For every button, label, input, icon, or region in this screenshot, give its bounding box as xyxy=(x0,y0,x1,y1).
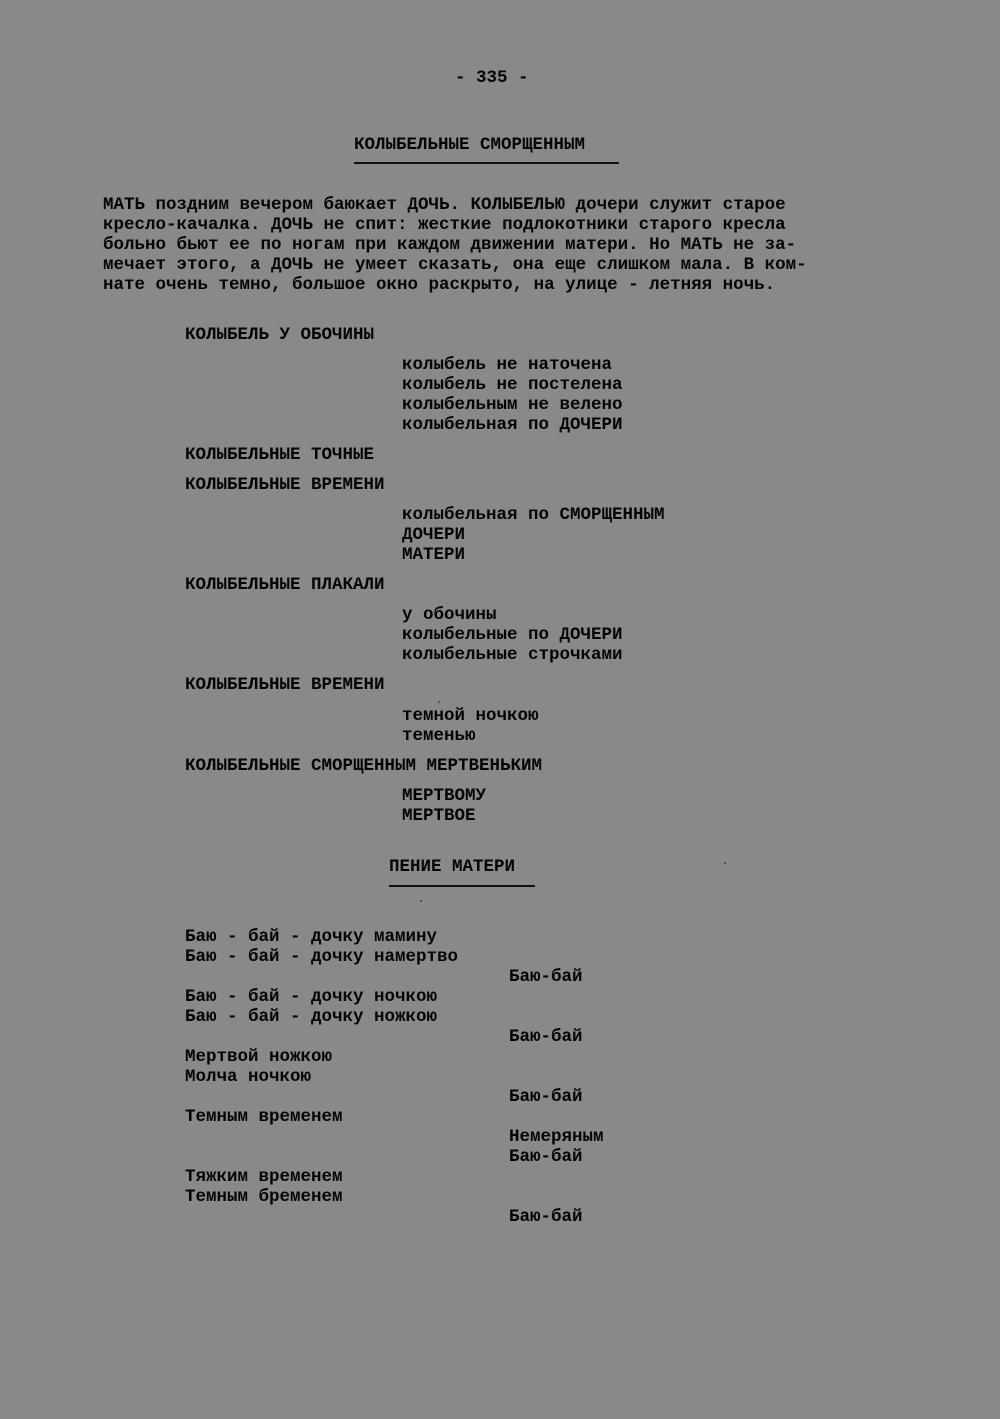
scan-speck xyxy=(438,701,440,703)
song-line: Баю - бай - дочку мамину xyxy=(185,927,438,947)
poem-line: темной ночкою xyxy=(402,706,539,726)
song-line: Темным временем xyxy=(185,1107,343,1127)
page-number: - 335 - xyxy=(455,68,529,88)
song-line: Баю - бай - дочку намертво xyxy=(185,947,459,967)
song-refrain: Баю-бай xyxy=(509,1087,583,1107)
scan-speck xyxy=(724,862,726,864)
poem-line: колыбель не постелена xyxy=(402,375,623,395)
poem-line: колыбельным не велено xyxy=(402,395,623,415)
song-refrain: Баю-бай xyxy=(509,1027,583,1047)
poem-line: МЕРТВОЕ xyxy=(402,806,476,826)
intro-line: мечает этого, а ДОЧЬ не умеет сказать, она еще слишком мала. В ком- xyxy=(103,255,807,275)
song-line: Баю - бай - дочку ножкою xyxy=(185,1007,438,1027)
intro-line: нате очень темно, большое окно раскрыто, на улице - летняя ночь. xyxy=(103,275,776,295)
poem-line: колыбельные по ДОЧЕРИ xyxy=(402,625,623,645)
song-line: Мертвой ножкою xyxy=(185,1047,333,1067)
poem-line: колыбель не наточена xyxy=(402,355,613,375)
poem-line: ДОЧЕРИ xyxy=(402,525,466,545)
poem-line: у обочины xyxy=(402,605,497,625)
page-title: КОЛЫБЕЛЬНЫЕ СМОРЩЕННЫМ xyxy=(354,135,586,155)
poem-heading: КОЛЫБЕЛЬНЫЕ ТОЧНЫЕ xyxy=(185,445,375,465)
poem-line: МЕРТВОМУ xyxy=(402,786,487,806)
song-refrain: Немеряным xyxy=(509,1127,604,1147)
song-refrain: Баю-бай xyxy=(509,1147,583,1167)
poem-line: МАТЕРИ xyxy=(402,545,466,565)
poem-heading: КОЛЫБЕЛЬНЫЕ СМОРЩЕННЫМ МЕРТВЕНЬКИМ xyxy=(185,756,543,776)
song-refrain: Баю-бай xyxy=(509,1207,583,1227)
section-title-underline xyxy=(389,885,535,887)
poem-heading: КОЛЫБЕЛЬНЫЕ ВРЕМЕНИ xyxy=(185,475,385,495)
song-line: Баю - бай - дочку ночкою xyxy=(185,987,438,1007)
intro-line: МАТЬ поздним вечером баюкает ДОЧЬ. КОЛЫБЕЛЬЮ дочери служит старое xyxy=(103,195,786,215)
scan-speck xyxy=(420,900,422,902)
poem-line: колыбельная по СМОРЩЕННЫМ xyxy=(402,505,665,525)
song-line: Тяжким временем xyxy=(185,1167,343,1187)
poem-line: колыбельные строчками xyxy=(402,645,623,665)
poem-heading: КОЛЫБЕЛЬ У ОБОЧИНЫ xyxy=(185,325,375,345)
poem-line: теменью xyxy=(402,726,476,746)
poem-heading: КОЛЫБЕЛЬНЫЕ ВРЕМЕНИ xyxy=(185,675,385,695)
poem-line: колыбельная по ДОЧЕРИ xyxy=(402,415,623,435)
intro-line: больно бьют ее по ногам при каждом движении матери. Но МАТЬ не за- xyxy=(103,235,797,255)
intro-line: кресло-качалка. ДОЧЬ не спит: жесткие подлокотники старого кресла xyxy=(103,215,786,235)
song-line: Темным бременем xyxy=(185,1187,343,1207)
song-line: Молча ночкою xyxy=(185,1067,312,1087)
section-title: ПЕНИЕ МАТЕРИ xyxy=(389,857,516,877)
poem-heading: КОЛЫБЕЛЬНЫЕ ПЛАКАЛИ xyxy=(185,575,385,595)
title-underline xyxy=(354,162,619,164)
song-refrain: Баю-бай xyxy=(509,967,583,987)
